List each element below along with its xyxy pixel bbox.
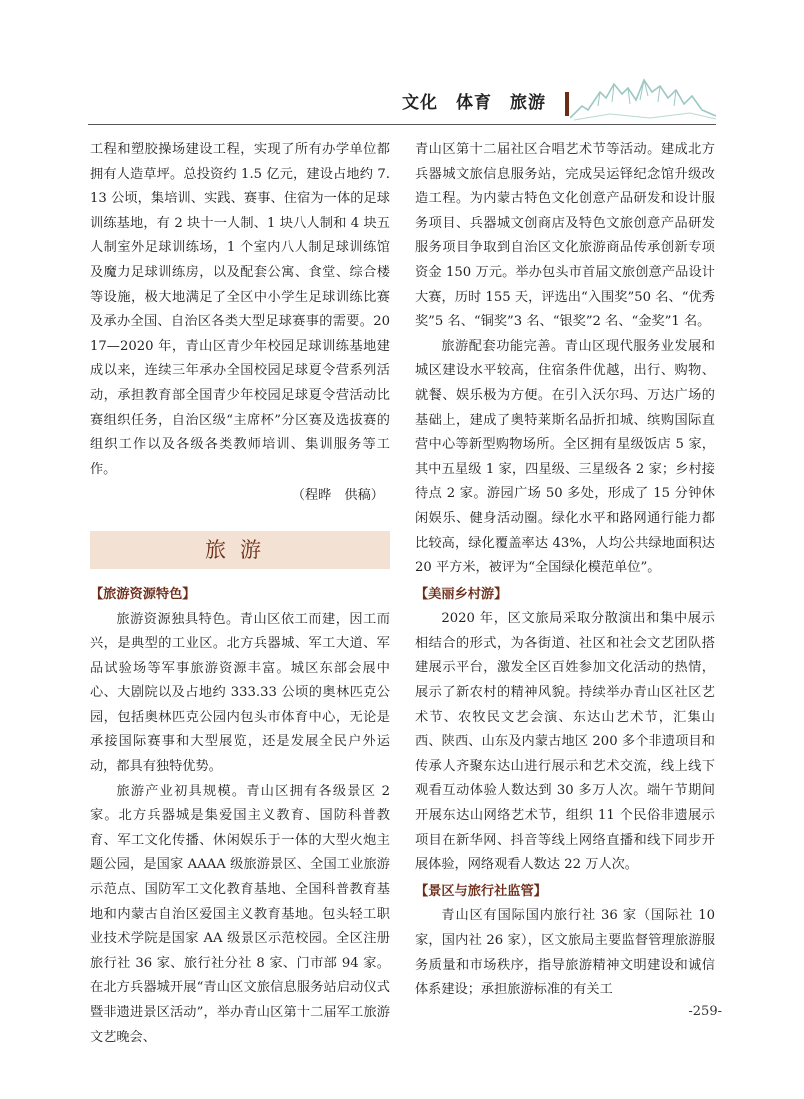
section-banner-tourism: 旅游 xyxy=(90,531,390,569)
mountain-range-icon xyxy=(570,66,716,122)
paragraph: 旅游配套功能完善。青山区现代服务业发展和城区建设水平较高，住宿条件优越，出行、购物、就餐、娱乐极为方便。在引入沃尔玛、万达广场的基础上，建成了奥特莱斯名品折扣城、缤购国际直营中心等新型购物场所。全区拥有星级饭店 5 家，其中五星级 1 家，四星级、三星级各 2 家；乡村接待点 2 家。游园广场 50 多处，形成了 15 分钟休闲娱乐、健身活动圈。绿化水平和路网通行能力都比较高，绿化覆盖率达 43%，人均公共绿地面积达 20 平方米，被评为“全国绿化模范单位”。 xyxy=(415,338,715,576)
paragraph: 工程和塑胶操场建设工程，实现了所有办学单位都拥有人造草坪。总投资约 1.5 亿元，建设占地约 7.13 公顷，集培训、实践、赛事、住宿为一体的足球训练基地，有 2 块十一人制、1 块八人制和 4 块五人制室外足球训练场，1 个室内八人制足球训练馆及魔力足球训练房，以及配套公寓、食堂、综合楼等设施，极大地满足了全区中小学生足球训练比赛及承办全国、自治区各类大型足球赛事的需要。2017—2020 年，青山区青少年校园足球训练基地建成以来，连续三年承办全国校园足球夏令营系列活动，承担教育部全国青少年校园足球夏令营活动比赛组织任务，自治区级“主席杯”分区赛及选拔赛的组织工作以及各级各类教师培训、集训服务等工作。 xyxy=(90,142,390,477)
subsection-title: 【美丽乡村游】 xyxy=(415,586,508,602)
paragraph: 青山区有国际国内旅行社 36 家（国际社 10 家，国内社 26 家），区文旅局主要监督管理旅游服务质量和市场秩序，指导旅游精神文明建设和诚信体系建设；承担旅游标准的有关工 xyxy=(415,908,715,998)
paragraph: 旅游产业初具规模。青山区拥有各级景区 2 家。北方兵器城是集爱国主义教育、国防科普教育、军工文化传播、休闲娱乐于一体的大型火炮主题公园，是国家 AAAA 级旅游景区、全国工业旅游示范点、国防军工文化教育基地、全国科普教育基地和内蒙古自治区爱国主义教育基地。包头轻工职业技术学院是国家 AA 级景区示范校园。全区注册旅行社 36 家、旅行社分社 8 家、门市部 94 家。在北方兵器城开展“青山区文旅信息服务站启动仪式暨非遗进景区活动”，举办青山区第十二届军工旅游文艺晚会、 xyxy=(90,783,390,1045)
section-header-title: 文化 体育 旅游 xyxy=(402,93,546,113)
right-column xyxy=(415,138,715,1003)
subsection-title: 【旅游资源特色】 xyxy=(90,586,196,602)
author-credit: （程晔 供稿） xyxy=(291,488,384,504)
paragraph: 旅游资源独具特色。青山区依工而建，因工而兴，是典型的工业区。北方兵器城、军工大道、军品试验场等军事旅游资源丰富。城区东部会展中心、大剧院以及占地约 333.33 公顷的奥林匹克公园，包括奥林匹克公园内包头市体育中心，无论是承接国际赛事和大型展览，还是发展全民户外运动，都具有独特优势。 xyxy=(90,611,390,775)
header-accent-bar xyxy=(565,92,569,116)
paragraph: 青山区第十二届社区合唱艺术节等活动。建成北方兵器城文旅信息服务站，完成吴运铎纪念馆升级改造工程。为内蒙古特色文化创意产品研发和设计服务项目、兵器城文创商店及特色文旅创意产品研发服务项目争取到自治区文化旅游商品传承创新专项资金 150 万元。举办包头市首届文旅创意产品设计大赛，历时 155 天，评选出“入围奖”50 名、“优秀奖”5 名、“铜奖”3 名、“银奖”2 名、“金奖”1 名。 xyxy=(415,142,715,330)
paragraph: 2020 年，区文旅局采取分散演出和集中展示相结合的形式，为各街道、社区和社会文艺团队搭建展示平台，激发全区百姓参加文化活动的热情，展示了新农村的精神风貌。持续举办青山区社区艺术节、农牧民文艺会演、东达山艺术节，汇集山西、陕西、山东及内蒙古地区 200 多个非遗项目和传承人齐聚东达山进行展示和艺术交流，线上线下观看互动体验人数达到 30 多万人次。端午节期间开展东达山网络艺术节，组织 11 个民俗非遗展示项目在新华网、抖音等线上网络直播和线下同步开展体验，网络观看人数达 22 万人次。 xyxy=(415,611,715,873)
header-rule xyxy=(88,124,716,125)
page-number: -259- xyxy=(688,1004,722,1019)
left-column xyxy=(90,138,390,1050)
subsection-title: 【景区与旅行社监管】 xyxy=(415,883,547,899)
